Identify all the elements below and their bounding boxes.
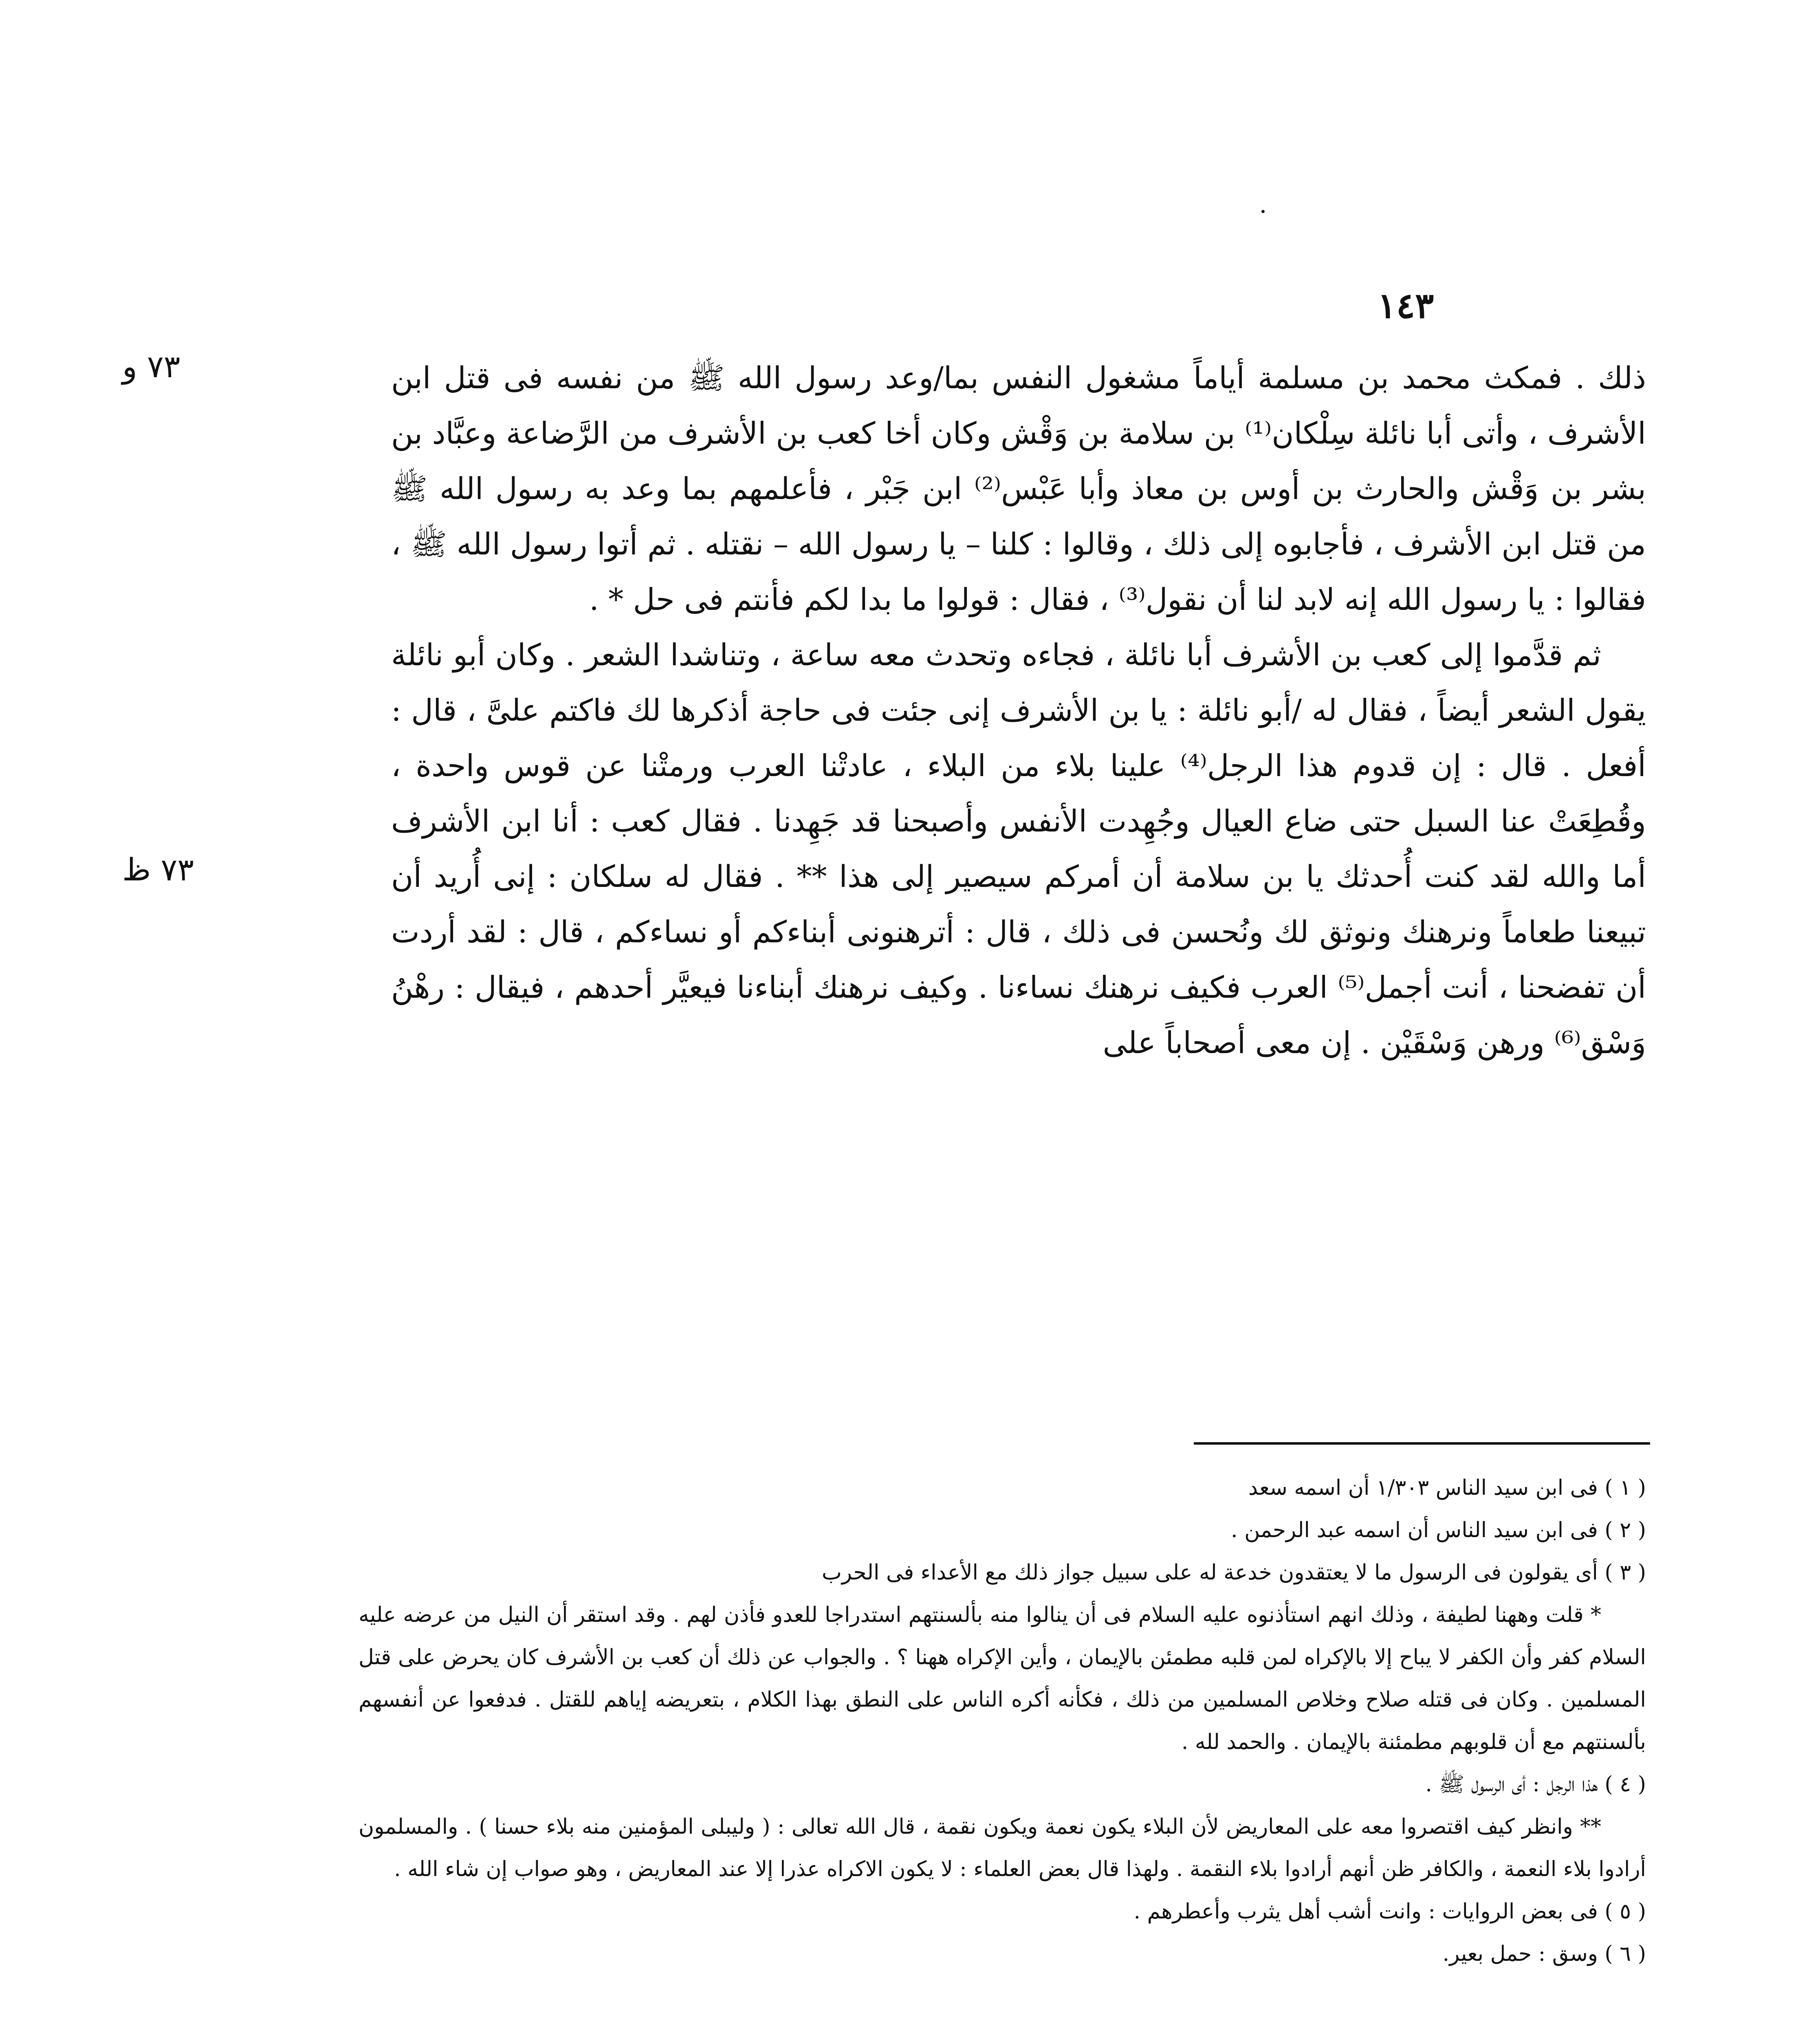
margin-note-folio-verso: ٧٣ ظ	[122, 851, 194, 888]
footnote: ( ٢ ) فى ابن سيد الناس أن اسمه عبد الرحمن .	[1231, 1518, 1646, 1542]
main-text	[391, 350, 1646, 1458]
main-paragraph: ثم قدَّموا إلى كعب بن الأشرف أبا نائلة ، فجاءه وتحدث معه ساعة ، وتناشدا الشعر . وكان أبو نائلة يقول الشعر أيضاً ، فقال له /أبو نائلة : يا بن الأشرف إنى جئت فى حاجة أذكرها لك فاكتم علىَّ ، قال : أفعل . قال : إن قدوم هذا الرجل⁽⁴⁾ علينا بلاء من البلاء ، عادتْنا العرب ورمتْنا عن قوس واحدة ، وقُطِعَتْ عنا السبل حتى ضاع العيال وجُهِدت الأنفس وأصبحنا قد جَهِدنا . فقال كعب : أنا ابن الأشرف أما والله لقد كنت أُحدثك يا بن سلامة أن أمركم سيصير إلى هذا ** . فقال له سلكان : إنى أُريد أن تبيعنا طعاماً ونرهنك ونوثق لك ونُحسن فى ذلك ، قال : أترهنونى أبناءكم أو نساءكم ، قال : لقد أردت أن تفضحنا ، أنت أجمل⁽⁵⁾ العرب فكيف نرهنك نساءنا . وكيف نرهنك أبناءنا فيعيَّر أحدهم ، فيقال : رهْنُ وَسْق⁽⁶⁾ ورهن وَسْقَيْن . إن معى أصحاباً على	[391, 638, 1646, 1060]
footnote-divider	[1194, 1442, 1650, 1445]
footnote-commentary: ** وانظر كيف اقتصروا معه على المعاريض لأن البلاء يكون نعمة ويكون نقمة ، قال الله تعالى : ( وليبلى المؤمنين منه بلاء حسنا ) . والمسلمون أرادوا بلاء النعمة ، والكافر ظن أنهم أرادوا بلاء النقمة . ولهذا قال بعض العلماء : لا يكون الاكراه عذرا إلا عند المعاريض ، وهو صواب إن شاء الله .	[359, 1815, 1646, 1881]
footnote: ( ٣ ) أى يقولون فى الرسول ما لا يعتقدون خدعة له على سبيل جواز ذلك مع الأعداء فى الحرب	[821, 1560, 1646, 1585]
footnote: ( ١ ) فى ابن سيد الناس ١/٣٠٣ أن اسمه سعد	[1248, 1476, 1646, 1500]
footnote: ( ٤ ) هذا الرجل : أى الرسول ﷺ .	[1425, 1772, 1646, 1797]
margin-note-folio-recto: ٧٣ و	[122, 348, 180, 385]
footnote: ( ٦ ) وسق : حمل بعير.	[1442, 1942, 1646, 1966]
footnote-commentary: * قلت وههنا لطيفة ، وذلك انهم استأذنوه عليه السلام فى أن ينالوا منه بألسنتهم استدراجا للعدو فأذن لهم . وقد استقر أن النيل من عرضه عليه السلام كفر وأن الكفر لا يباح إلا بالإكراه لمن قلبه مطمئن بالإيمان ، وأين الإكراه ههنا ؟ . والجواب عن ذلك أن كعب بن الأشرف كان يحرض على قتل المسلمين . وكان فى قتله صلاح وخلاص المسلمين من ذلك ، فكأنه أكره الناس على النطق بهذا الكلام ، بتعريضه إياهم للقتل . فدفعوا عن أنفسهم بألسنتهم مع أن قلوبهم مطمئنة بالإيمان . والحمد لله .	[359, 1603, 1646, 1754]
footnotes	[359, 1467, 1646, 2037]
page-number: ١٤٣	[1377, 285, 1434, 326]
main-paragraph: ذلك . فمكث محمد بن مسلمة أياماً مشغول النفس بما/وعد رسول الله ﷺ من نفسه فى قتل ابن الأشرف ، وأتى أبا نائلة سِلْكان⁽¹⁾ بن سلامة بن وَقْش وكان أخا كعب بن الأشرف من الرَّضاعة وعبَّاد بن بشر بن وَقْش والحارث بن أوس بن معاذ وأبا عَبْس⁽²⁾ ابن جَبْر ، فأعلمهم بما وعد به رسول الله ﷺ من قتل ابن الأشرف ، فأجابوه إلى ذلك ، وقالوا : كلنا – يا رسول الله – نقتله . ثم أتوا رسول الله ﷺ ، فقالوا : يا رسول الله إنه لابد لنا أن نقول⁽³⁾ ، فقال : قولوا ما بدا لكم فأنتم فى حل * .	[391, 361, 1646, 617]
footnote: ( ٥ ) فى بعض الروايات : وانت أشب أهل يثرب وأعطرهم .	[1133, 1899, 1646, 1924]
dot-mark: ·	[1259, 198, 1267, 226]
